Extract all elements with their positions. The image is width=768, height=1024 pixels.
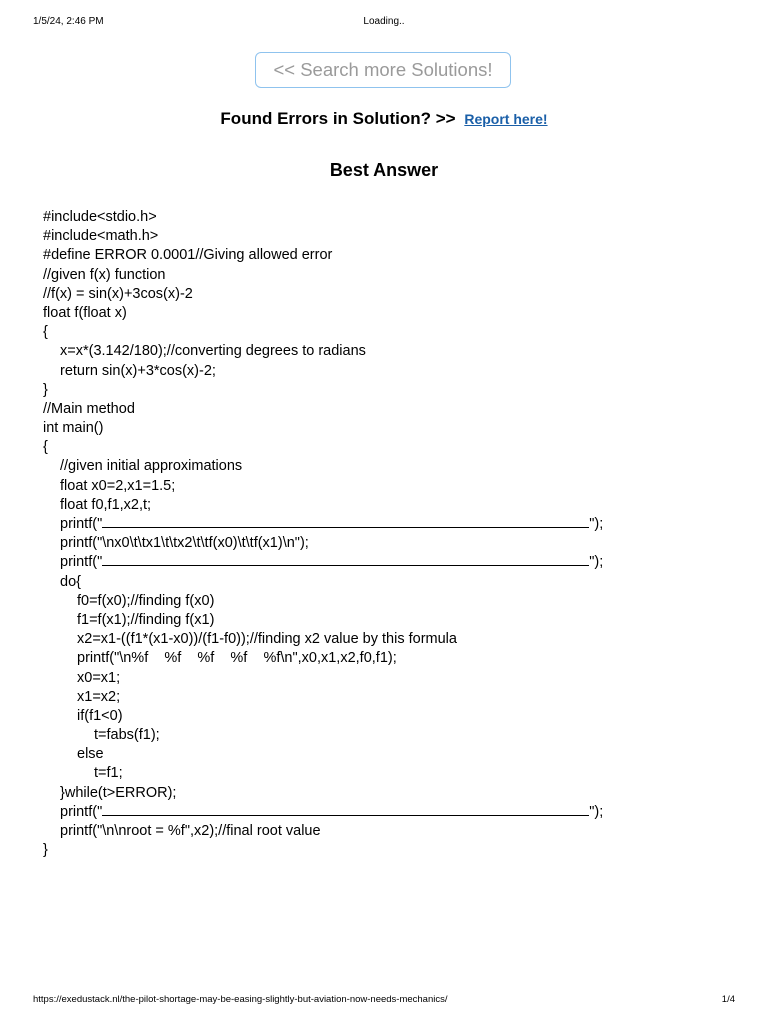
code-line: //given f(x) function [43, 266, 166, 283]
code-line: x2=x1-((f1*(x1-x0))/(f1-f0));//finding x2 value by this formula [77, 631, 457, 648]
code-line: x1=x2; [77, 688, 121, 705]
report-here-link[interactable]: Report here! [464, 111, 548, 127]
print-header [33, 16, 735, 30]
code-line: } [43, 381, 48, 398]
code-line: float f(float x) [43, 304, 127, 321]
code-line: //f(x) = sin(x)+3cos(x)-2 [43, 285, 193, 302]
code-fragment: "); [589, 803, 604, 820]
code-fragment: printf(" [60, 803, 103, 820]
code-line: #include<math.h> [43, 228, 159, 245]
code-line: printf("\nx0\t\tx1\t\tx2\t\tf(x0)\t\tf(x1)\n"); [60, 535, 309, 552]
code-line: do{ [60, 573, 81, 590]
found-errors-text: Found Errors in Solution? >> [220, 109, 456, 128]
code-line: }while(t>ERROR); [60, 784, 177, 801]
underscore-rule [102, 803, 589, 816]
print-page-title: Loading.. [363, 16, 405, 27]
print-footer [33, 994, 735, 1006]
code-line: float f0,f1,x2,t; [60, 496, 152, 513]
code-fragment: printf(" [60, 554, 103, 571]
code-line-rule [43, 515, 743, 534]
code-fragment: "); [589, 516, 604, 532]
code-line: { [43, 439, 48, 456]
code-line: if(f1<0) [77, 707, 123, 724]
underscore-rule [102, 553, 589, 566]
code-line: printf("\n\nroot = %f",x2);//final root value [60, 823, 321, 839]
code-line: #define ERROR 0.0001//Giving allowed error [43, 247, 333, 264]
page-number: 1/4 [721, 994, 735, 1005]
code-line: { [43, 324, 48, 341]
code-line: //Main method [43, 400, 135, 417]
code-line: t=f1; [94, 765, 123, 782]
code-line: printf("\n%f %f %f %f %f\n",x0,x1,x2,f0,f1); [77, 650, 397, 667]
code-fragment: "); [589, 554, 604, 571]
code-block [43, 208, 743, 860]
print-datetime: 1/5/24, 2:46 PM [33, 16, 104, 27]
best-answer-heading: Best Answer [329, 160, 439, 180]
code-fragment: printf(" [60, 516, 103, 532]
code-line: //given initial approximations [60, 458, 243, 475]
code-line: int main() [43, 420, 104, 437]
code-line: else [77, 746, 104, 763]
underscore-rule [102, 515, 589, 528]
code-line: x=x*(3.142/180);//converting degrees to radians [60, 343, 366, 360]
search-more-solutions-button[interactable]: << Search more Solutions! [255, 52, 511, 88]
code-line: f1=f(x1);//finding f(x1) [77, 611, 215, 628]
code-line: x0=x1; [77, 669, 121, 686]
code-line-rule [43, 803, 743, 822]
code-line: t=fabs(f1); [94, 727, 160, 744]
code-line: } [43, 842, 48, 859]
code-line: return sin(x)+3*cos(x)-2; [60, 362, 216, 379]
code-line-rule [43, 553, 743, 572]
code-line: #include<stdio.h> [43, 209, 157, 225]
page-url: https://exedustack.nl/the-pilot-shortage-may-be-easing-slightly-but-aviation-now-needs-mechanics/ [33, 994, 448, 1005]
code-line: float x0=2,x1=1.5; [60, 477, 176, 494]
found-errors-line [0, 109, 768, 129]
code-line: f0=f(x0);//finding f(x0) [77, 592, 215, 609]
